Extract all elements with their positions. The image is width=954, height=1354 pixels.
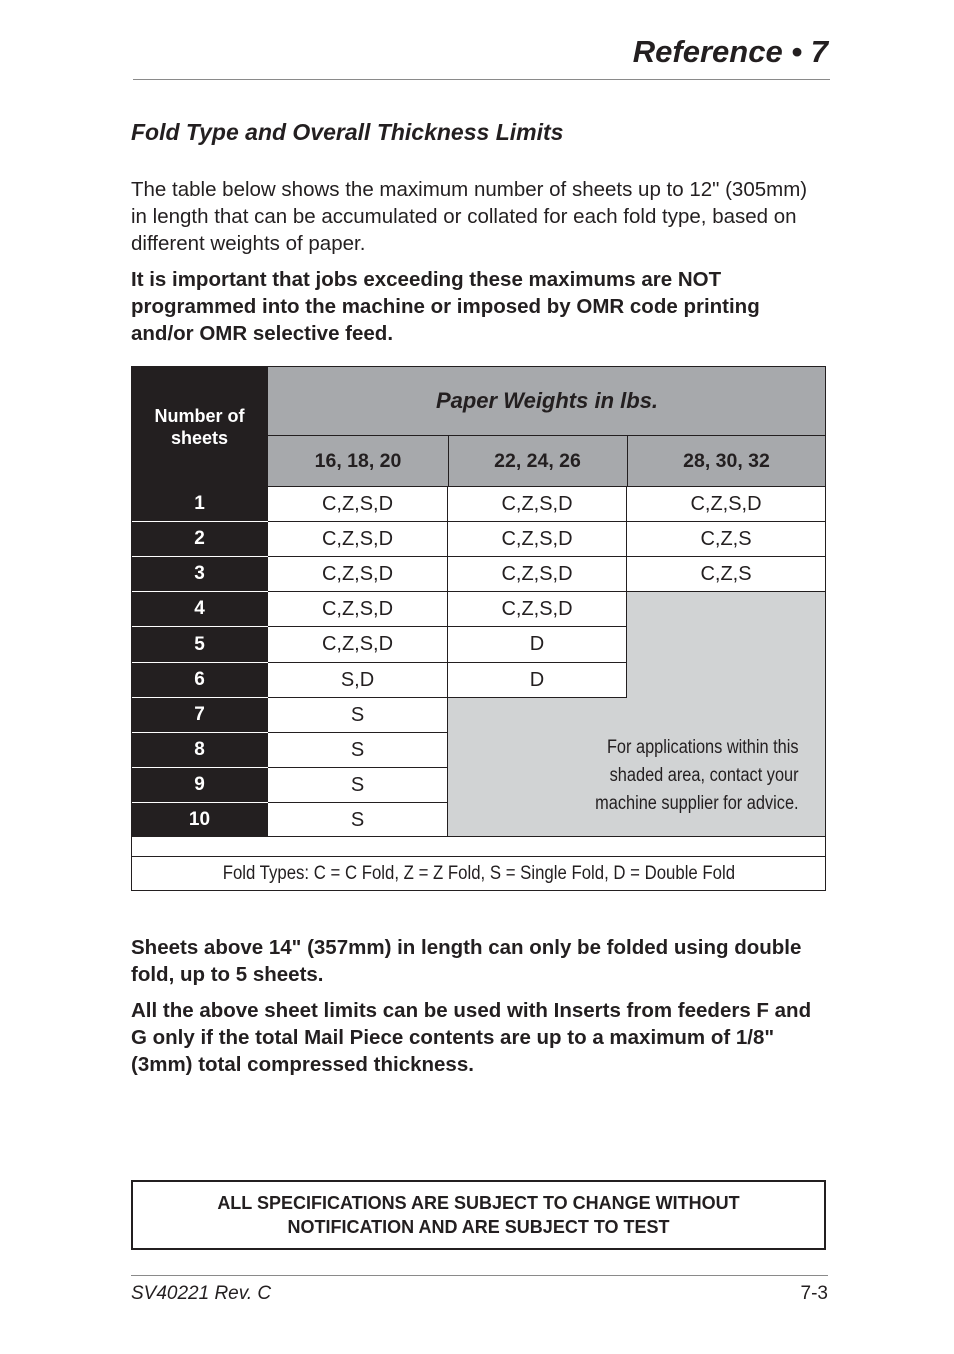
length-note: Sheets above 14" (357mm) in length can only be folded using double fold, up to 5 sheets. <box>131 936 802 986</box>
footer-document-id: SV40221 Rev. C <box>131 1283 272 1304</box>
header-divider <box>133 79 830 80</box>
specifications-disclaimer-box <box>131 1180 826 1250</box>
fold-type-cell: D <box>448 627 627 663</box>
footer-page-number: 7-3 <box>800 1283 828 1304</box>
fold-type-cell: D <box>448 663 627 698</box>
fold-thickness-table <box>131 366 826 891</box>
warning-paragraph: It is important that jobs exceeding these maximums are NOT programmed into the machine or imposed by OMR code printing and/or OMR selective feed. <box>131 268 760 345</box>
paper-weights-header: Paper Weights in lbs. <box>268 366 826 435</box>
weight-column-header: 16, 18, 20 <box>268 435 448 487</box>
intro-paragraph: The table below shows the maximum number of sheets up to 12" (305mm) in length that can be accumulated or collated for each fold type, based on different weights of paper. <box>131 178 808 255</box>
sheet-count-cell: 7 <box>131 698 268 732</box>
shaded-area-note-line: For applications within this <box>607 737 799 758</box>
shaded-area-note-line: shaded area, contact your <box>610 765 799 786</box>
weight-column-header: 28, 30, 32 <box>627 435 826 487</box>
fold-type-cell: S <box>268 698 448 733</box>
table-row-line <box>131 836 826 837</box>
fold-type-cell: C,Z,S,D <box>448 592 627 627</box>
disclaimer-line: NOTIFICATION AND ARE SUBJECT TO TEST <box>287 1217 670 1237</box>
header-divider-line <box>627 435 628 487</box>
shaded-area-note <box>596 734 799 818</box>
header-divider-line <box>448 435 449 487</box>
fold-type-cell: C,Z,S,D <box>268 487 448 522</box>
sheet-count-cell: 1 <box>131 487 268 521</box>
sheet-count-cell: 2 <box>131 522 268 556</box>
fold-type-cell: C,Z,S <box>627 557 826 592</box>
fold-types-legend <box>131 857 826 890</box>
fold-type-cell: C,Z,S,D <box>448 487 627 522</box>
fold-type-cell: C,Z,S,D <box>268 627 448 663</box>
sheet-count-cell: 3 <box>131 557 268 591</box>
fold-type-cell: S <box>268 803 448 837</box>
sheet-count-cell: 6 <box>131 663 268 697</box>
header-divider-line <box>268 435 826 436</box>
page-header-title: Reference • 7 <box>632 34 828 69</box>
fold-type-cell: C,Z,S,D <box>448 557 627 592</box>
sheet-count-cell: 4 <box>131 592 268 626</box>
fold-types-legend-text: Fold Types: C = C Fold, Z = Z Fold, S = Single Fold, D = Double Fold <box>222 862 735 884</box>
sheet-count-cell: 5 <box>131 627 268 662</box>
fold-type-cell: C,Z,S,D <box>268 522 448 557</box>
fold-type-cell: C,Z,S,D <box>268 557 448 592</box>
inserts-note: All the above sheet limits can be used with Inserts from feeders F and G only if the total Mail Piece contents are up to a maximum of 1/8" (3mm) total compressed thickness. <box>131 999 812 1076</box>
fold-type-cell: S <box>268 768 448 803</box>
sheet-count-cell: 8 <box>131 733 268 767</box>
shaded-area-note-line: machine supplier for advice. <box>595 793 799 814</box>
sheet-count-cell: 10 <box>131 803 268 837</box>
fold-type-cell: C,Z,S,D <box>627 487 826 522</box>
fold-type-cell: S,D <box>268 663 448 698</box>
footer-divider <box>131 1275 828 1276</box>
fold-type-cell: S <box>268 733 448 768</box>
section-heading: Fold Type and Overall Thickness Limits <box>131 119 564 145</box>
sheet-count-cell: 9 <box>131 768 268 802</box>
disclaimer-line: ALL SPECIFICATIONS ARE SUBJECT TO CHANGE WITHOUT <box>217 1193 740 1213</box>
sheets-column-header: Number of sheets <box>131 366 268 487</box>
fold-type-cell: C,Z,S <box>627 522 826 557</box>
fold-type-cell: C,Z,S,D <box>448 522 627 557</box>
weight-column-header: 22, 24, 26 <box>448 435 627 487</box>
fold-type-cell: C,Z,S,D <box>268 592 448 627</box>
shaded-area <box>627 592 826 698</box>
